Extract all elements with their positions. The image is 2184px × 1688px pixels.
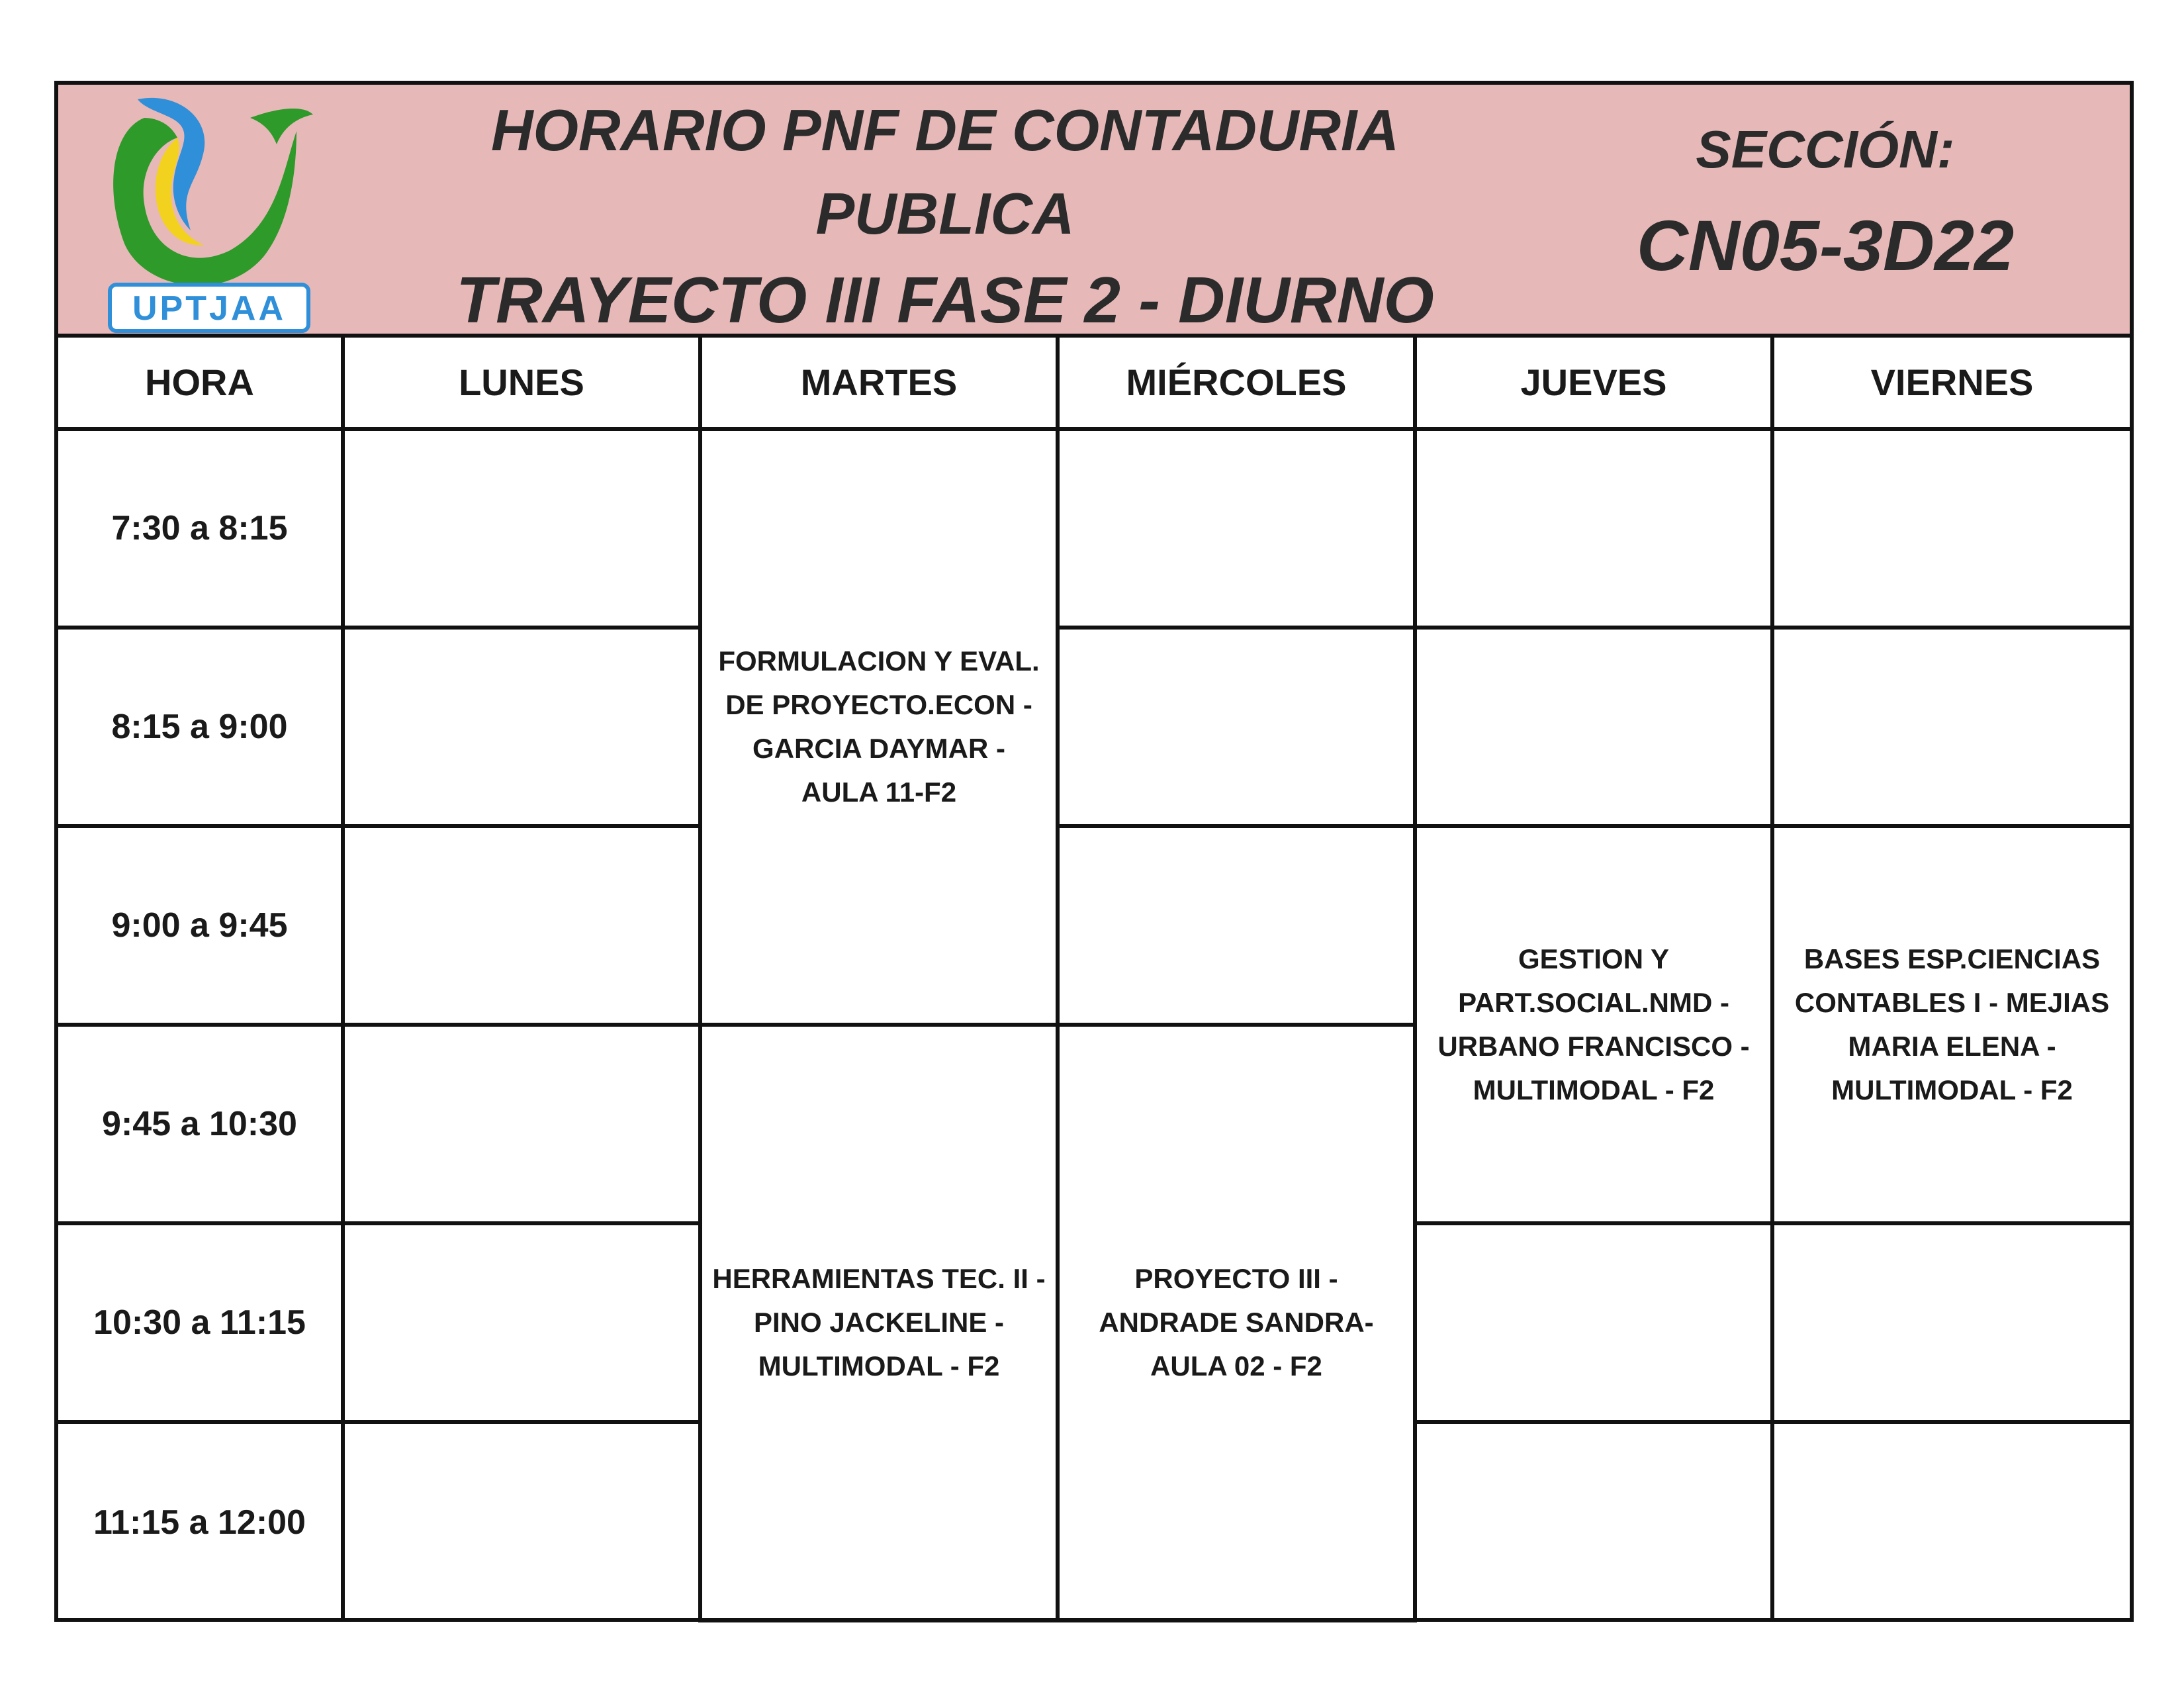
table-header-row [58,338,2130,429]
empty-cell [1415,1223,1772,1422]
empty-cell [343,1223,700,1422]
empty-cell [343,826,700,1025]
empty-cell [343,1422,700,1620]
hour-cell: 7:30 a 8:15 [58,429,343,628]
hour-cell: 9:00 a 9:45 [58,826,343,1025]
schedule-sheet [54,81,2134,1622]
empty-cell [1415,429,1772,628]
section-code: CN05-3D22 [1636,205,2015,285]
title-line-3: TRAYECTO III FASE 2 - DIURNO [456,263,1434,336]
title-line-1: HORARIO PNF DE CONTADURIA [490,97,1400,163]
hour-cell: 11:15 a 12:00 [58,1422,343,1620]
empty-cell [1058,826,1415,1025]
column-header-viernes: VIERNES [1772,338,2130,429]
empty-cell [1415,1422,1772,1620]
column-header-jueves: JUEVES [1415,338,1772,429]
class-cell-martes-1: FORMULACION Y EVAL. DE PROYECTO.ECON - GARCIA DAYMAR - AULA 11-F2 [700,429,1058,1025]
column-header-martes: MARTES [700,338,1058,429]
empty-cell [1415,628,1772,826]
empty-cell [1772,628,2130,826]
empty-cell [1772,1422,2130,1620]
empty-cell [1058,628,1415,826]
column-header-hora: HORA [58,338,343,429]
table-row [58,826,2130,1025]
empty-cell [1772,429,2130,628]
column-header-miercoles: MIÉRCOLES [1058,338,1415,429]
class-cell-jueves-1: GESTION Y PART.SOCIAL.NMD - URBANO FRANCISCO - MULTIMODAL - F2 [1415,826,1772,1223]
schedule-title [376,89,1514,344]
schedule-table [58,338,2130,1622]
hour-cell: 8:15 a 9:00 [58,628,343,826]
empty-cell [343,1025,700,1223]
empty-cell [1058,429,1415,628]
section-label: SECCIÓN: [1696,120,1955,179]
hour-cell: 9:45 a 10:30 [58,1025,343,1223]
title-line-2: PUBLICA [815,181,1075,246]
hour-cell: 10:30 a 11:15 [58,1223,343,1422]
column-header-lunes: LUNES [343,338,700,429]
class-cell-miercoles-1: PROYECTO III -ANDRADE SANDRA- AULA 02 - F2 [1058,1025,1415,1620]
table-row [58,628,2130,826]
table-row [58,429,2130,628]
logo-text: UPTJAA [132,289,287,328]
schedule-header [58,85,2130,338]
empty-cell [343,429,700,628]
class-cell-martes-2: HERRAMIENTAS TEC. II - PINO JACKELINE - MULTIMODAL - F2 [700,1025,1058,1620]
class-cell-viernes-1: BASES ESP.CIENCIAS CONTABLES I - MEJIAS MARIA ELENA - MULTIMODAL - F2 [1772,826,2130,1223]
uptjaa-logo [98,91,316,336]
empty-cell [1772,1223,2130,1422]
empty-cell [343,628,700,826]
